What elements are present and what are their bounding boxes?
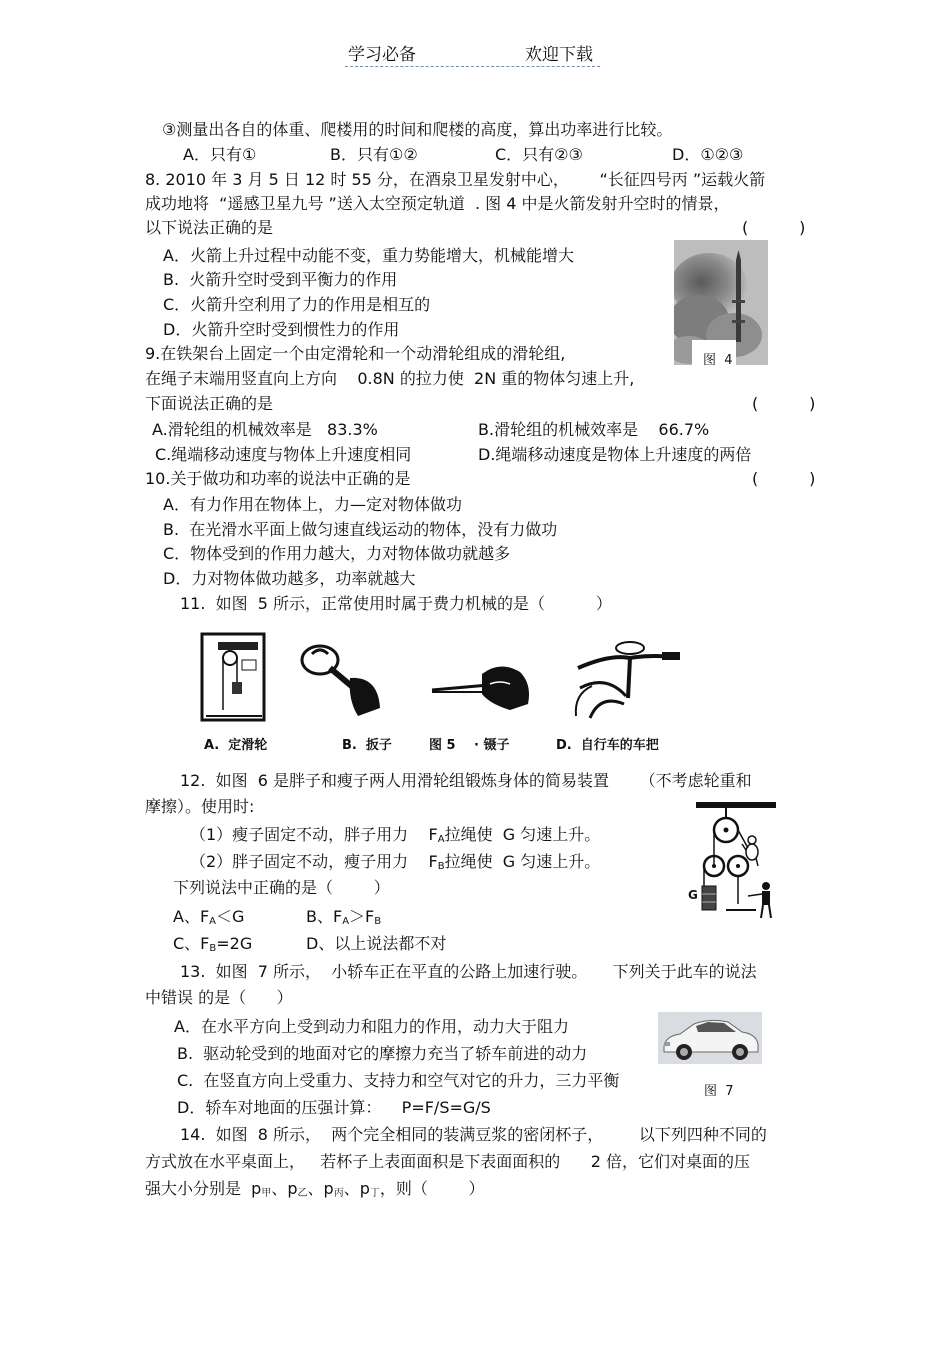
q8-line3: 以下说法正确的是: [145, 218, 274, 237]
q8-option-c: C．火箭升空利用了力的作用是相互的: [163, 295, 431, 314]
q12-condition-2: （2）胖子固定不动，瘦子用力 $F_B$拉绳使 G 匀速上升。: [190, 852, 601, 872]
figure-5-tools: [198, 628, 688, 760]
q9-option-b: B.滑轮组的机械效率是 66.7%: [478, 420, 710, 439]
q14-line2: 方式放在水平桌面上， 若杯子上表面面积是下表面面积的 2 倍，它们对桌面的压: [145, 1152, 751, 1171]
q9-line1: 9.在铁架台上固定一个由定滑轮和一个动滑轮组成的滑轮组,: [145, 344, 566, 363]
q10-option-a: A．有力作用在物体上，力—定对物体做功: [163, 495, 462, 514]
q13-option-b: B. 驱动轮受到的地面对它的摩擦力充当了轿车前进的动力: [177, 1044, 588, 1063]
q8-line2: 成功地将 “遥感卫星九号 ”送入太空预定轨道 . 图 4 中是火箭发射升空时的情景，: [145, 194, 730, 213]
q9-option-c: C.绳端移动速度与物体上升速度相同: [155, 445, 412, 464]
q10-option-c: C．物体受到的作用力越大，力对物体做功就越多: [163, 544, 511, 563]
q12-line2: 摩擦）。使用时:: [145, 797, 255, 816]
car-figure: [658, 1012, 762, 1098]
weight-g-label: G: [688, 888, 698, 902]
tool-label-d: D. 自行车的车把: [556, 738, 659, 753]
q7-option-d: D．①②③: [672, 145, 744, 164]
figure-7-caption: 图 7: [704, 1084, 734, 1099]
q10-option-d: D．力对物体做功越多，功率就越大: [163, 569, 416, 588]
q14-line3: 强大小分别是 $p_甲$、$p_乙$、$p_丙$、$p_丁$，则（ ）: [145, 1179, 485, 1199]
q7-option-b: B．只有①②: [330, 145, 418, 164]
q10-line1: 10.关于做功和功率的说法中正确的是: [145, 469, 411, 488]
q13-option-a: A．在水平方向上受到动力和阻力的作用，动力大于阻力: [174, 1017, 569, 1036]
q9-line2: 在绳子末端用竖直向上方向 0.8N 的拉力使 2N 重的物体匀速上升,: [145, 369, 635, 388]
q10-answer-paren: ( ): [752, 469, 816, 488]
rocket-launch-figure: [674, 240, 768, 368]
q12-line1: 12. 如图 6 是胖子和瘦子两人用滑轮组锻炼身体的简易装置 （不考虑轮重和: [180, 771, 752, 790]
q9-answer-paren: ( ): [752, 394, 816, 413]
header-left: 学习必备: [348, 45, 416, 65]
page-header: [345, 40, 600, 67]
q10-option-b: B. 在光滑水平面上做匀速直线运动的物体，没有力做功: [163, 520, 558, 539]
q13-option-c: C. 在竖直方向上受重力、支持力和空气对它的升力，三力平衡: [177, 1071, 620, 1090]
q9-line3: 下面说法正确的是: [145, 394, 274, 413]
q8-option-a: A．火箭上升过程中动能不变，重力势能增大，机械能增大: [163, 246, 574, 265]
wrench-image: [298, 638, 384, 718]
q12-prompt: 下列说法中正确的是（ ）: [173, 878, 390, 897]
q8-option-d: D．火箭升空时受到惯性力的作用: [163, 320, 400, 339]
q12-option-c: C、$F_B=2G$: [173, 934, 253, 954]
q9-option-a: A.滑轮组的机械效率是 83.3%: [152, 420, 378, 439]
q13-line2: 中错误 的是（ ）: [145, 988, 293, 1007]
q11-line1: 11. 如图 5 所示，正常使用时属于费力机械的是（ ）: [180, 594, 612, 613]
figure-4-caption: 图 4: [703, 353, 733, 368]
q13-option-d: D．轿车对地面的压强计算： P=F/S=G/S: [177, 1098, 491, 1117]
q8-answer-paren: ( ): [742, 218, 806, 237]
q12-option-d: D、以上说法都不对: [306, 934, 447, 953]
pulley-system-image: [686, 800, 786, 924]
bicycle-handlebar-image: [570, 634, 684, 722]
q8-option-b: B. 火箭升空时受到平衡力的作用: [163, 270, 398, 289]
tool-label-b: B. 扳子: [342, 738, 392, 753]
q8-line1: 8. 2010 年 3 月 5 日 12 时 55 分，在酒泉卫星发射中心， “长征四号丙 ”运载火箭: [145, 170, 766, 189]
header-right: 欢迎下载: [525, 45, 593, 65]
car-image: [658, 1012, 762, 1064]
rocket-launch-image: [674, 240, 768, 365]
q7-stem: ③测量出各自的体重、爬楼用的时间和爬楼的高度，算出功率进行比较。: [162, 120, 673, 139]
tool-label-c: · 镊子: [474, 738, 510, 753]
pulley-system-figure: [686, 800, 786, 924]
q9-option-d: D.绳端移动速度是物体上升速度的两倍: [478, 445, 752, 464]
figure-5-caption: 图 5: [429, 738, 456, 753]
q12-option-a: A、$F_A<G$: [173, 907, 245, 927]
tweezers-image: [430, 654, 534, 716]
q13-line1: 13. 如图 7 所示， 小轿车正在平直的公路上加速行驶。 下列关于此车的说法: [180, 962, 757, 981]
q7-option-a: A．只有①: [183, 145, 257, 164]
tool-label-a: A. 定滑轮: [204, 738, 268, 753]
fixed-pulley-image: [198, 632, 270, 724]
q7-option-c: C．只有②③: [495, 145, 583, 164]
q12-option-b: B、$F_A>F_B$: [306, 907, 382, 927]
q12-condition-1: （1）瘦子固定不动，胖子用力 $F_A$拉绳使 G 匀速上升。: [190, 825, 601, 845]
q14-line1: 14. 如图 8 所示， 两个完全相同的装满豆浆的密闭杯子， 以下列四种不同的: [180, 1125, 767, 1144]
